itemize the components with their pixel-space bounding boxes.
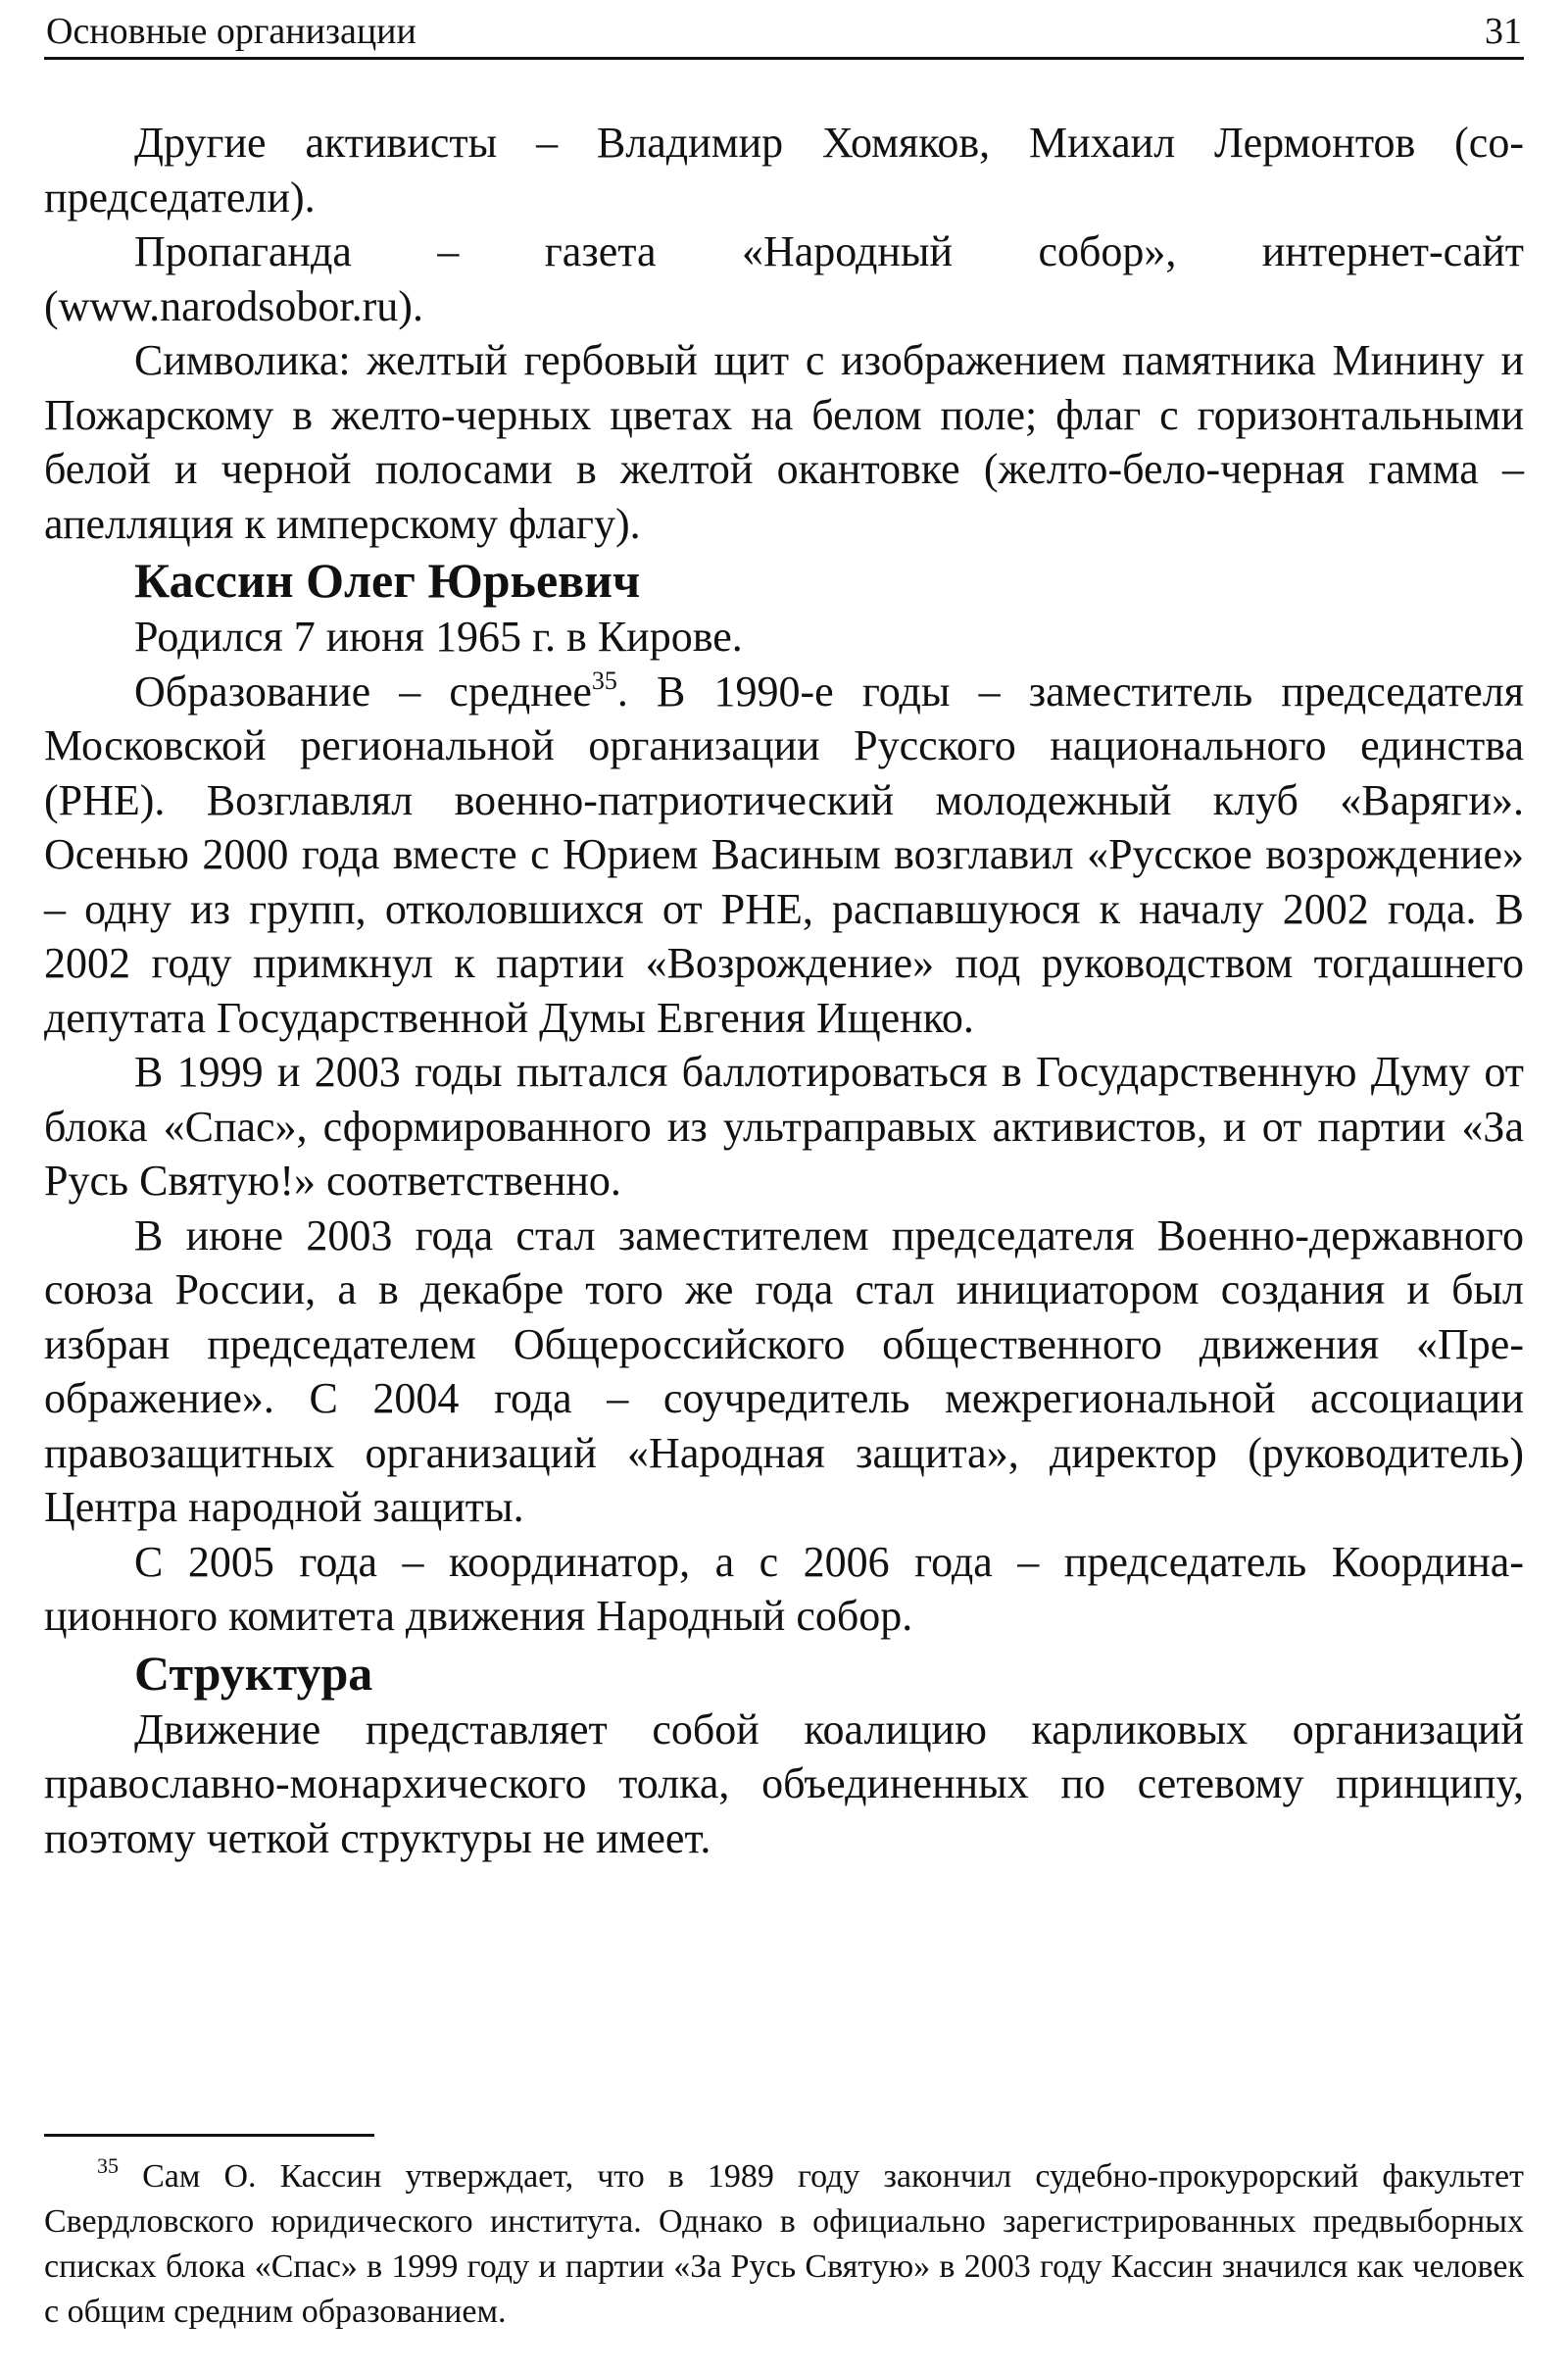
footnote-divider xyxy=(44,2134,374,2137)
running-head xyxy=(44,8,1524,60)
footnote-text: Сам О. Кассин утверждает, что в 1989 году закончил судебно-прокурорский факультет Свердловского юридического института. Однако в официально зарегистрированных предвыборных списках блока «Спас» в 1999 году и партии «За Русь Святую» в 2003 году Кассин значился как человек с общим средним образованием. xyxy=(44,2158,1524,2330)
paragraph-elections: В 1999 и 2003 годы пытался баллотироваться в Государственную Думу от блока «Спас», сформированного из ультраправых активистов, и от партии «За Русь Святую!» соответственно. xyxy=(44,1048,1524,1205)
paragraph-born: Родился 7 июня 1965 г. в Кирове. xyxy=(134,613,743,661)
paragraph-propaganda: Пропаганда – газета «Народный собор», интернет-сайт (www.narodsobor.ru). xyxy=(44,227,1524,330)
paragraph-education xyxy=(44,665,1524,1046)
paragraph-career-2003: В июне 2003 года стал заместителем председателя Военно-державного союза России, а в декабре того же года стал инициатором создания и был избран председателем Общероссийского общественного движения «Преображение». С 2004 года – соучредитель межрегиональной ассоциации правозащитных организаций «Народная защита», директор (руководитель) Центра народной защиты. xyxy=(44,1210,1524,1531)
paragraph-education-start: Образование – среднее xyxy=(134,667,592,716)
paragraph-structure: Движение представляет собой коалицию карликовых организаций православно-монархического толка, объединенных по сетевому принципу, поэтому четкой структуры не имеет. xyxy=(44,1704,1524,1862)
book-page xyxy=(44,0,1524,2370)
section-heading-structure: Структура xyxy=(134,1645,373,1701)
section-heading-kassin: Кассин Олег Юрьевич xyxy=(134,553,641,608)
paragraph-other-activists: Другие активисты – Владимир Хомяков, Михаил Лермонтов (сопредседатели). xyxy=(44,119,1524,222)
footnote-number: 35 xyxy=(97,2153,119,2178)
page-number: 31 xyxy=(1485,11,1522,52)
paragraph-symbolism: Символика: желтый гербовый щит с изображением памятника Минину и Пожарскому в желто-черных цветах на белом поле; флаг с горизонтальными белой и черной полосами в желтой окантовке (желто-бело-черная гамма – апелляция к имперскому флагу). xyxy=(44,336,1524,548)
paragraph-education-rest: . В 1990-е годы – заместитель председателя Московской региональной организации Русского национального единства (РНЕ). Возглавлял военно-патриотический молодежный клуб «Варяги». Осенью 2000 года вместе с Юрием Васиным возглавил «Русское возрождение» – одну из групп, отколовшихся от РНЕ, распавшуюся к началу 2002 года. В 2002 году примкнул к партии «Возрождение» под руководством тогдашнего депутата Государственной Думы Евгения Ищенко. xyxy=(44,667,1524,1042)
footnote-reference[interactable]: 35 xyxy=(591,666,617,695)
footnote xyxy=(44,2154,1524,2335)
paragraph-coordinator: С 2005 года – координатор, а с 2006 года – председатель Координационного комитета движения Народный собор. xyxy=(44,1537,1524,1640)
page-body xyxy=(44,116,1524,1865)
running-head-title: Основные организации xyxy=(46,11,416,52)
